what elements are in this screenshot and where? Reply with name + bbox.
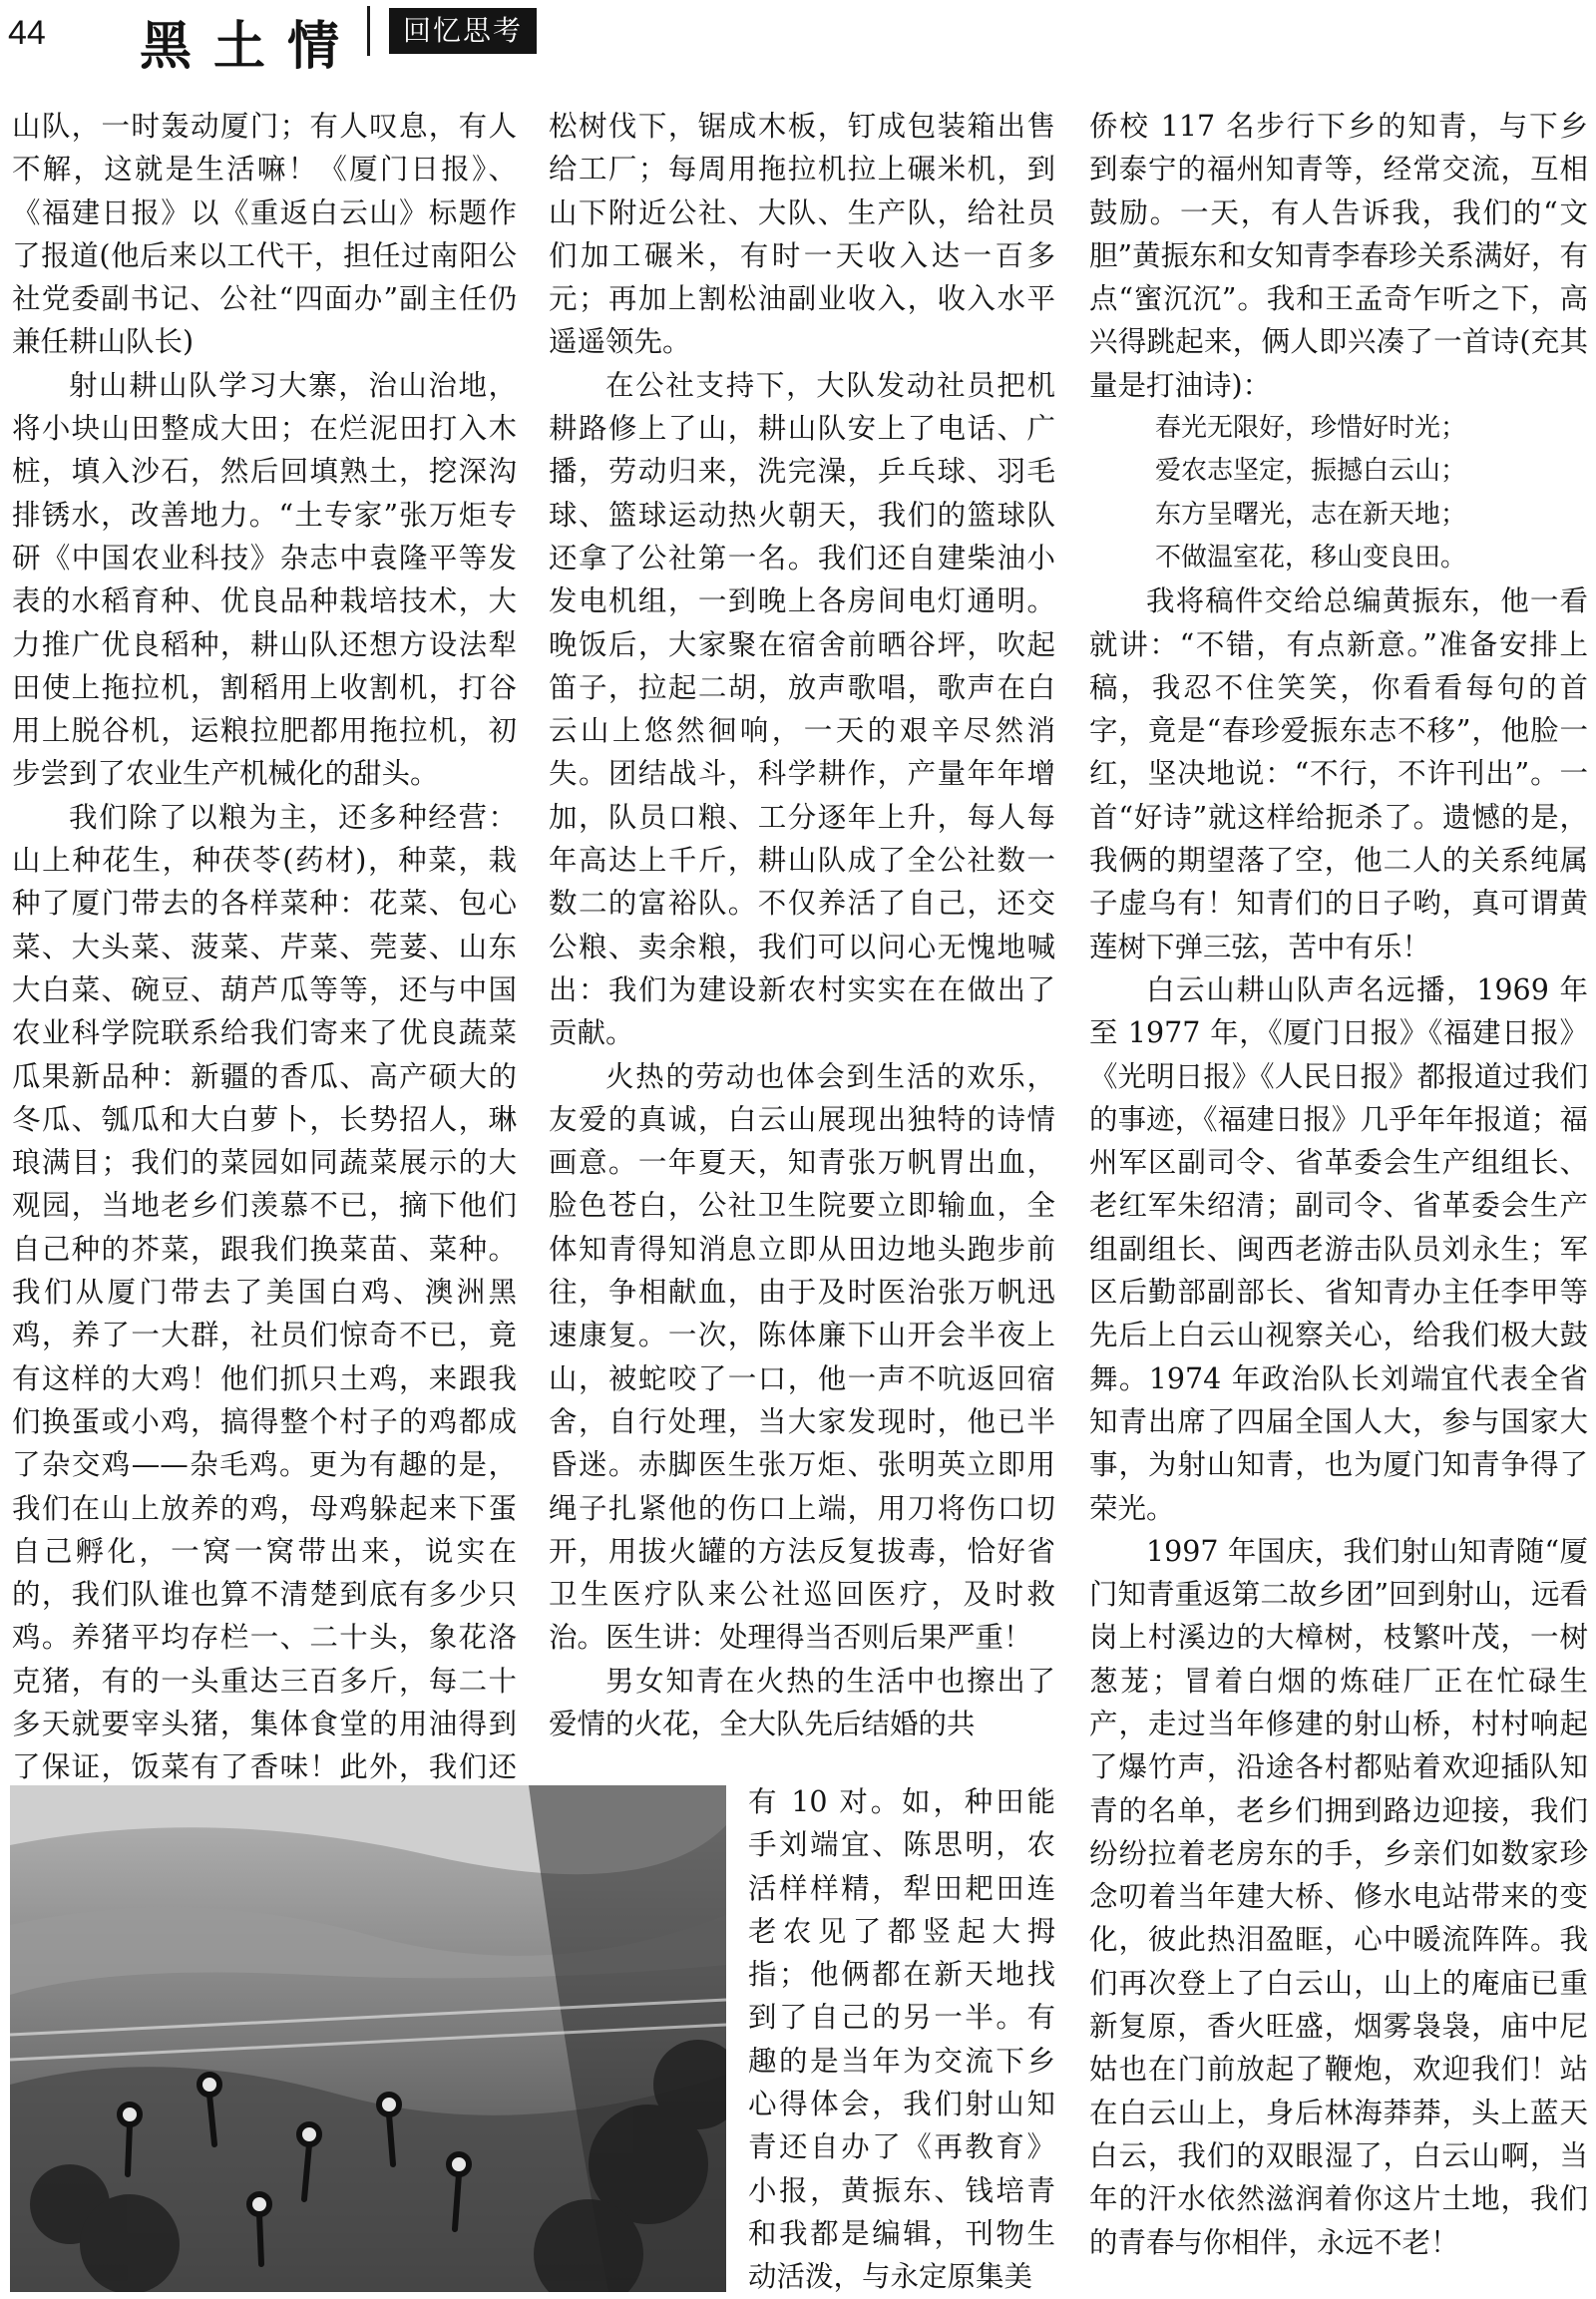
poem-line: 春光无限好，珍惜好时光； [1155,413,1467,444]
article-column-1 [12,105,517,1832]
photo-illustration [10,1785,726,2292]
header-divider [367,6,370,56]
paragraph: 松树伐下，锯成木板，钉成包装箱出售给工厂；每周用拖拉机拉上碾米机，到山下附近公社、大队、生产队，给社员们加工碾米，有时一天收入达一百多元；再加上割松油副业收入，收入水平遥遥领先。 [549,110,1055,359]
paragraph: 男女知青在火热的生活中也擦出了爱情的火花，全大队先后结婚的共 [549,1664,1055,1740]
archival-photo [10,1785,726,2292]
paragraph: 有 10 对。如，种田能手刘端宜、陈思明，农活样样精，犁田耙田连老农见了都竖起大拇指；他俩都在新天地找到了自己的另一半。有趣的是当年为交流下乡心得体会，我们射山知青还自办了《再教育》小报，黄振东、钱培青和我都是编辑，刊物生动活泼，与永定原集美 [748,1785,1055,2294]
section-tag: 回忆思考 [389,8,537,54]
page-header [0,0,1596,90]
poem-line: 爱农志坚定，振撼白云山； [1155,456,1467,487]
article-column-3 [1089,105,1588,2264]
paragraph: 射山耕山队学习大寨，治山治地，将小块山田整成大田；在烂泥田打入木桩，填入沙石，然后回填熟土，挖深沟排锈水，改善地力。“土专家”张万炬专研《中国农业科技》杂志中袁隆平等发表的水稻育种、优良品种栽培技术，大力推广优良稻种，耕山队还想方设法犁田使上拖拉机，割稻用上收割机，打谷用上脱谷机，运粮拉肥都用拖拉机，初步尝到了农业生产机械化的甜头。 [12,368,517,791]
paragraph: 在公社支持下，大队发动社员把机耕路修上了山，耕山队安上了电话、广播，劳动归来，洗完澡，乒乓球、羽毛球、篮球运动热火朝天，我们的篮球队还拿了公社第一名。我们还自建柴油小发电机组，一到晚上各房间电灯通明。晚饭后，大家聚在宿舍前晒谷坪，吹起笛子，拉起二胡，放声歌唱，歌声在白云山上悠然徊响，一天的艰辛尽然消失。团结战斗，科学耕作，产量年年增加，队员口粮、工分逐年上升，每人每年高达上千斤，耕山队成了全公社数一数二的富裕队。不仅养活了自己，还交公粮、卖余粮，我们可以问心无愧地喊出：我们为建设新农村实实在在做出了贡献。 [549,368,1055,1050]
paragraph: 白云山耕山队声名远播，1969 年至 1977 年，《厦门日报》《福建日报》《光明日报》《人民日报》都报道过我们的事迹，《福建日报》几乎年年报道；福州军区副司令、省革委会生产组组长、老红军朱绍清；副司令、省革委会生产组副组长、闽西老游击队员刘永生；军区后勤部副部长、省知青办主任李甲等先后上白云山视察关心，给我们极大鼓舞。1974 年政治队长刘端宜代表全省知青出席了四届全国人大，参与国家大事，为射山知青，也为厦门知青争得了荣光。 [1089,972,1588,1525]
paragraph: 我将稿件交给总编黄振东，他一看就讲：“不错，有点新意。”准备安排上稿，我忍不住笑笑，你看看每句的首字，竟是“春珍爱振东志不移”，他脸一红，坚决地说：“不行，不许刊出”。一首“好诗”就这样给扼杀了。遗憾的是，我俩的期望落了空，他二人的关系纯属子虚乌有！知青们的日子哟，真可谓黄莲树下弹三弦，苦中有乐！ [1089,584,1588,963]
paragraph: 侨校 117 名步行下乡的知青，与下乡到泰宁的福州知青等，经常交流，互相鼓励。一天，有人告诉我，我们的“文胆”黄振东和女知青李春珍关系满好，有点“蜜沉沉”。我和王孟奇乍听之下，高兴得跳起来，俩人即兴凑了一首诗(充其量是打油诗)： [1089,110,1588,402]
article-column-2-continued [748,1780,1055,2299]
page-number: 44 [8,14,46,52]
article-column-2 [549,105,1055,1745]
poem [1089,407,1588,579]
paragraph: 山队，一时轰动厦门；有人叹息，有人不解，这就是生活嘛！《厦门日报》、《福建日报》以《重返白云山》标题作了报道(他后来以工代干，担任过南阳公社党委副书记、公社“四面办”副主任仍兼任耕山队长) [12,110,517,359]
magazine-name: 黑土情 [140,16,362,77]
paragraph: 火热的劳动也体会到生活的欢乐，友爱的真诚，白云山展现出独特的诗情画意。一年夏天，知青张万帆胃出血，脸色苍白，公社卫生院要立即输血，全体知青得知消息立即从田边地头跑步前往，争相献血，由于及时医治张万帆迅速康复。一次，陈体廉下山开会半夜上山，被蛇咬了一口，他一声不吭返回宿舍，自行处理，当大家发现时，他已半昏迷。赤脚医生张万炬、张明英立即用绳子扎紧他的伤口上端，用刀将伤口切开，用拔火罐的方法反复拔毒，恰好省卫生医疗队来公社巡回医疗，及时救治。医生讲：处理得当否则后果严重！ [549,1059,1055,1655]
poem-line: 东方呈曙光，志在新天地； [1155,499,1467,530]
paragraph: 1997 年国庆，我们射山知青随“厦门知青重返第二故乡团”回到射山，远看岗上村溪边的大樟树，枝繁叶茂，一树葱茏；冒着白烟的炼硅厂正在忙碌生产，走过当年修建的射山桥，村村响起了爆竹声，沿途各村都贴着欢迎插队知青的名单，老乡们拥到路边迎接，我们纷纷拉着老房东的手，乡亲们如数家珍念叨着当年建大桥、修水电站带来的变化，彼此热泪盈眶，心中暖流阵阵。我们再次登上了白云山，山上的庵庙已重新复原，香火旺盛，烟雾袅袅，庙中尼姑也在门前放起了鞭炮，欢迎我们！站在白云山上，身后林海莽莽，头上蓝天白云，我们的双眼湿了，白云山啊，当年的汗水依然滋润着你这片土地，我们的青春与你相伴，永远不老！ [1089,1534,1588,2259]
paragraph: 我们除了以粮为主，还多种经营：山上种花生，种茯苓(药材)，种菜，栽种了厦门带去的各样菜种：花菜、包心菜、大头菜、菠菜、芹菜、莞荽、山东大白菜、碗豆、葫芦瓜等等，还与中国农业科学院联系给我们寄来了优良蔬菜瓜果新品种：新疆的香瓜、高产硕大的冬瓜、瓠瓜和大白萝卜，长势招人，琳琅满目；我们的菜园如同蔬菜展示的大观园，当地老乡们羡慕不已，摘下他们自己种的芥菜，跟我们换菜苗、菜种。我们从厦门带去了美国白鸡、澳洲黑鸡，养了一大群，社员们惊奇不已，竟有这样的大鸡！他们抓只土鸡，来跟我们换蛋或小鸡，搞得整个村子的鸡都成了杂交鸡——杂毛鸡。更为有趣的是，我们在山上放养的鸡，母鸡躲起来下蛋自己孵化，一窝一窝带出来，说实在的，我们队谁也算不清楚到底有多少只鸡。养猪平均存栏一、二十头，象花洛克猪，有的一头重达三百多斤，每二十多天就要宰头猪，集体食堂的用油得到了保证，饭菜有了香味！此外，我们还 [12,800,517,1784]
poem-line: 不做温室花，移山变良田。 [1155,542,1467,573]
